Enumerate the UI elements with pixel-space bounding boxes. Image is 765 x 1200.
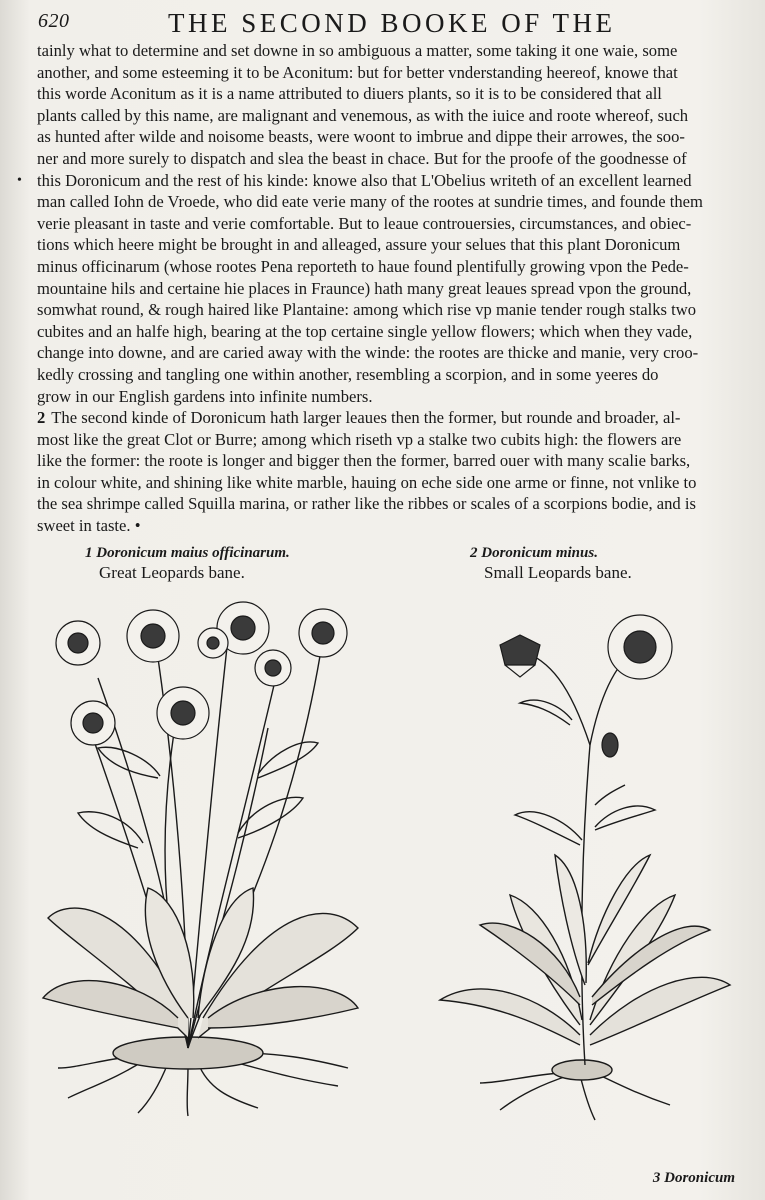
flower-heads-icon <box>56 602 347 745</box>
text-line: ner and more surely to dispatch and slea the beast in chace. But for the proofe of the goodnesse of <box>37 148 687 168</box>
text-line: kedly crossing and tangling one within another, resembling a scorpion, and in some yeeres do <box>37 364 659 384</box>
text-line: man called Iohn de Vroede, who did eate verie many of the rootes at sundrie times, and founde them <box>37 192 703 212</box>
text-line: in colour white, and shining like white marble, hauing on eche side one arme or finne, not vnlike to <box>37 472 697 492</box>
text-line: as hunted after wilde and noisome beasts, were woont to imbrue and dippe their arrowes, the soo- <box>37 127 685 147</box>
figure-latin-name: Doronicum maius officinarum. <box>96 545 290 561</box>
figure-caption-2 <box>470 543 632 583</box>
text-line <box>17 170 742 192</box>
margin-dot-icon: • <box>17 172 22 188</box>
roots-icon <box>480 1060 670 1120</box>
text-line: cubites and an halfe high, bearing at the top certaine single yellow flowers; which when they vade, <box>37 321 693 341</box>
small-leopards-bane-woodcut <box>420 605 740 1125</box>
end-dot-icon: • <box>134 516 141 536</box>
body-text <box>17 40 742 537</box>
text-line-content: sweet in taste. <box>37 516 131 536</box>
page-header <box>38 6 735 40</box>
figure-captions <box>0 543 765 593</box>
figure-english-name: Great Leopards bane. <box>99 563 245 582</box>
paragraph-number: 2 <box>37 408 46 428</box>
text-line: minus officinarum (whose rootes Pena reporteth to haue found plentifully growing vpon the Pede- <box>37 256 689 276</box>
text-line-content: this Doronicum and the rest of his kinde: knowe also that L'Obelius writeth of an excellent learned <box>37 170 692 190</box>
flower-heads-icon <box>500 615 672 757</box>
text-line: tions which heere might be brought in and alleaged, assure your selues that this plant Doronicum <box>37 235 681 255</box>
text-line: mountaine hils and certaine hie places in Fraunce) hath many great leaues spread vpon the ground, <box>37 278 692 298</box>
figure-number: 2 <box>470 545 478 561</box>
figure-caption-1 <box>85 543 290 583</box>
text-line: this worde Aconitum as it is a name attributed to diuers plants, so it is to be considered that all <box>37 84 662 104</box>
figure-number: 1 <box>85 545 93 561</box>
text-line: change into downe, and are caried away with the winde: the rootes are thicke and manie, very croo- <box>37 343 699 363</box>
text-line: somwhat round, & rough haired like Plantaine: among which rise vp manie tender rough stalks two <box>37 300 697 320</box>
text-line: grow in our English gardens into infinite numbers. <box>37 386 373 406</box>
great-leopards-bane-woodcut <box>38 598 368 1118</box>
text-line: plants called by this name, are malignant and venemous, as with the iuice and roote whereof, such <box>37 105 689 125</box>
catchword: 3 Doronicum <box>652 1170 735 1186</box>
text-line: verie pleasant in taste and verie comfortable. But to leaue controuersies, circumstances, and obiec- <box>37 213 692 233</box>
text-line: another, and some esteeming it to be Aconitum: but for better vnderstanding heereof, knowe that <box>37 62 678 82</box>
page-number: 620 <box>38 10 70 32</box>
running-head: THE SECOND BOOKE OF THE <box>168 8 616 38</box>
roots-icon <box>58 1037 348 1116</box>
text-line <box>37 515 742 537</box>
text-line: tainly what to determine and set downe in so ambiguous a matter, some taking it one waie, some <box>37 41 678 60</box>
figure-latin-name: Doronicum minus. <box>481 545 598 561</box>
figure-english-name: Small Leopards bane. <box>484 563 632 582</box>
text-line: most like the great Clot or Burre; among which riseth vp a stalke two cubits high: the flowers are <box>37 429 682 449</box>
text-line: like the former: the roote is longer and bigger then the former, barred ouer with many scalie barks, <box>37 451 691 471</box>
text-line <box>37 407 742 429</box>
text-line-content: The second kinde of Doronicum hath larger leaues then the former, but rounde and broader, al- <box>51 408 681 428</box>
text-line: the sea shrimpe called Squilla marina, or rather like the ribbes or scales of a scorpions bodie, and is <box>37 494 696 514</box>
